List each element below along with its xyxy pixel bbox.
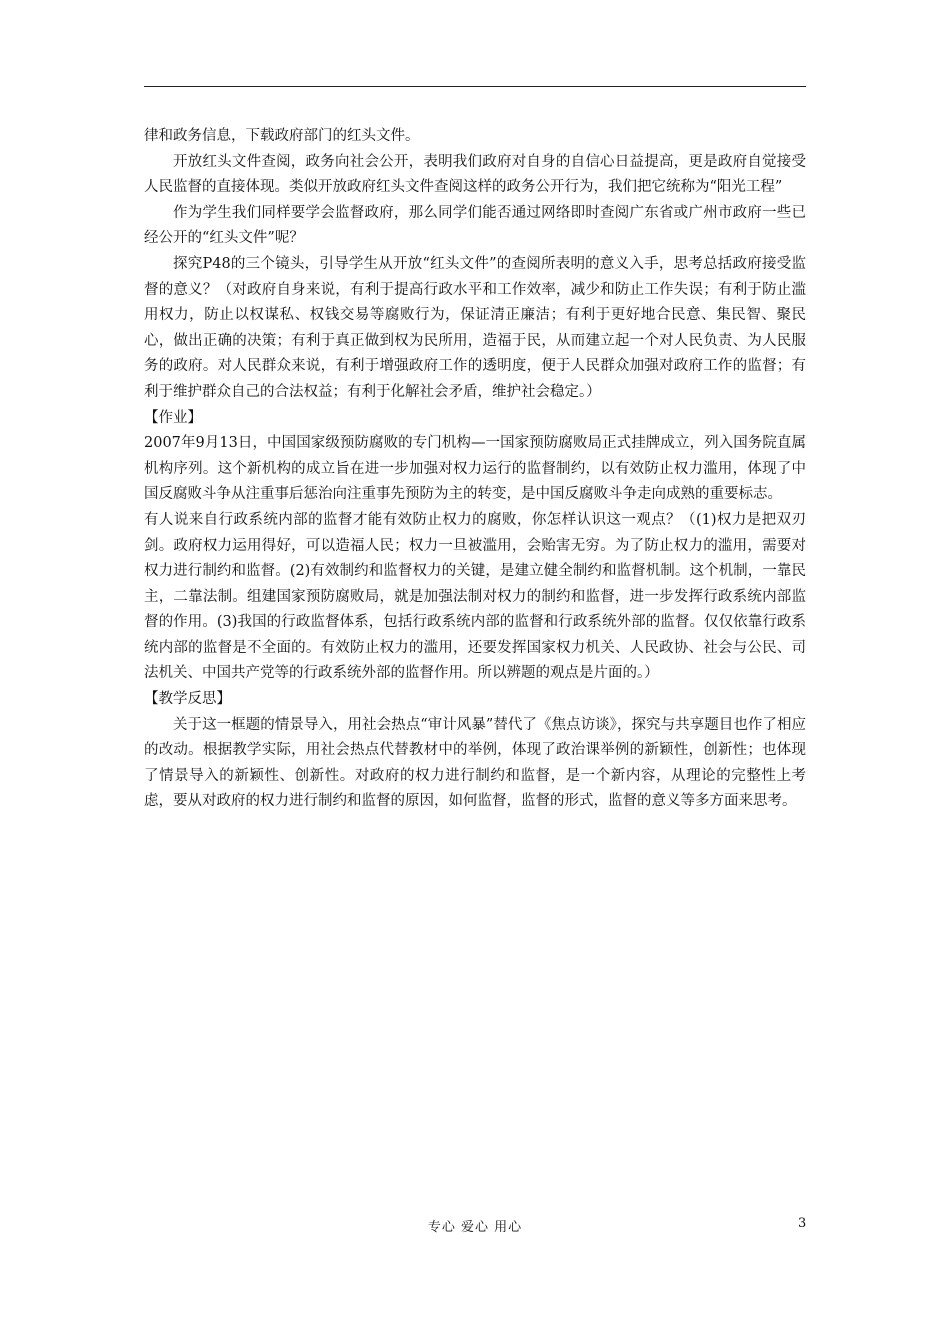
- section-heading-reflection: 【教学反思】: [144, 691, 231, 708]
- paragraph: 2007年9月13日，中国国家级预防腐败的专门机构—一国家预防腐败局正式挂牌成立，列入国务院直属机构序列。这个新机构的成立旨在进一步加强对权力运行的监督制约，以有效防止权力滥用，体现了中国反腐败斗争从注重事后惩治向注重事先预防为主的转变，是中国反腐败斗争走向成熟的重要标志。: [144, 435, 806, 503]
- paragraph: 开放红头文件查阅，政务向社会公开，表明我们政府对自身的自信心日益提高，更是政府自觉接受人民监督的直接体现。类似开放政府红头文件查阅这样的政务公开行为，我们把它统称为“阳光工程”: [144, 153, 806, 196]
- document-body: [144, 124, 806, 815]
- paragraph: 律和政务信息，下载政府部门的红头文件。: [144, 128, 420, 144]
- paragraph: 关于这一框题的情景导入，用社会热点“审计风暴”替代了《焦点访谈》，探究与共享题目也作了相应的改动。根据教学实际，用社会热点代替教材中的举例，体现了政治课举例的新颖性，创新性；也体现了情景导入的新颖性、创新性。对政府的权力进行制约和监督，是一个新内容，从理论的完整性上考虑，要从对政府的权力进行制约和监督的原因，如何监督，监督的形式，监督的意义等多方面来思考。: [144, 716, 806, 810]
- paragraph: 有人说来自行政系统内部的监督才能有效防止权力的腐败，你怎样认识这一观点？（(1)权力是把双刃剑。政府权力运用得好，可以造福人民；权力一旦被滥用，会贻害无穷。为了防止权力的滥用，需要对权力进行制约和监督。(2)有效制约和监督权力的关键，是建立健全制约和监督机制。这个机制，一靠民主，二靠法制。组建国家预防腐败局，就是加强法制对权力的制约和监督，进一步发挥行政系统内部监督的作用。(3)我国的行政监督体系，包括行政系统内部的监督和行政系统外部的监督。仅仅依靠行政系统内部的监督是不全面的。有效防止权力的滥用，还要发挥国家权力机关、人民政协、社会与公民、司法机关、中国共产党等的行政系统外部的监督作用。所以辨题的观点是片面的。）: [144, 511, 806, 682]
- page-number: 3: [798, 1216, 807, 1231]
- footer-motto: 专心 爱心 用心: [427, 1220, 523, 1235]
- header-rule: [144, 86, 806, 87]
- paragraph: 探究P48的三个镜头，引导学生从开放“红头文件”的查阅所表明的意义入手，思考总括政府接受监督的意义？（对政府自身来说，有利于提高行政水平和工作效率，减少和防止工作失误；有利于防止滥用权力，防止以权谋私、权钱交易等腐败行为，保证清正廉洁；有利于更好地合民意、集民智、聚民心，做出正确的决策；有利于真正做到权为民所用，造福于民，从而建立起一个对人民负责、为人民服务的政府。对人民群众来说，有利于增强政府工作的透明度，便于人民群众加强对政府工作的监督；有利于维护群众自己的合法权益；有利于化解社会矛盾，维护社会稳定。）: [144, 255, 806, 400]
- paragraph: 作为学生我们同样要学会监督政府，那么同学们能否通过网络即时查阅广东省或广州市政府一些已经公开的“红头文件”呢？: [144, 204, 806, 247]
- section-heading-homework: 【作业】: [144, 409, 202, 426]
